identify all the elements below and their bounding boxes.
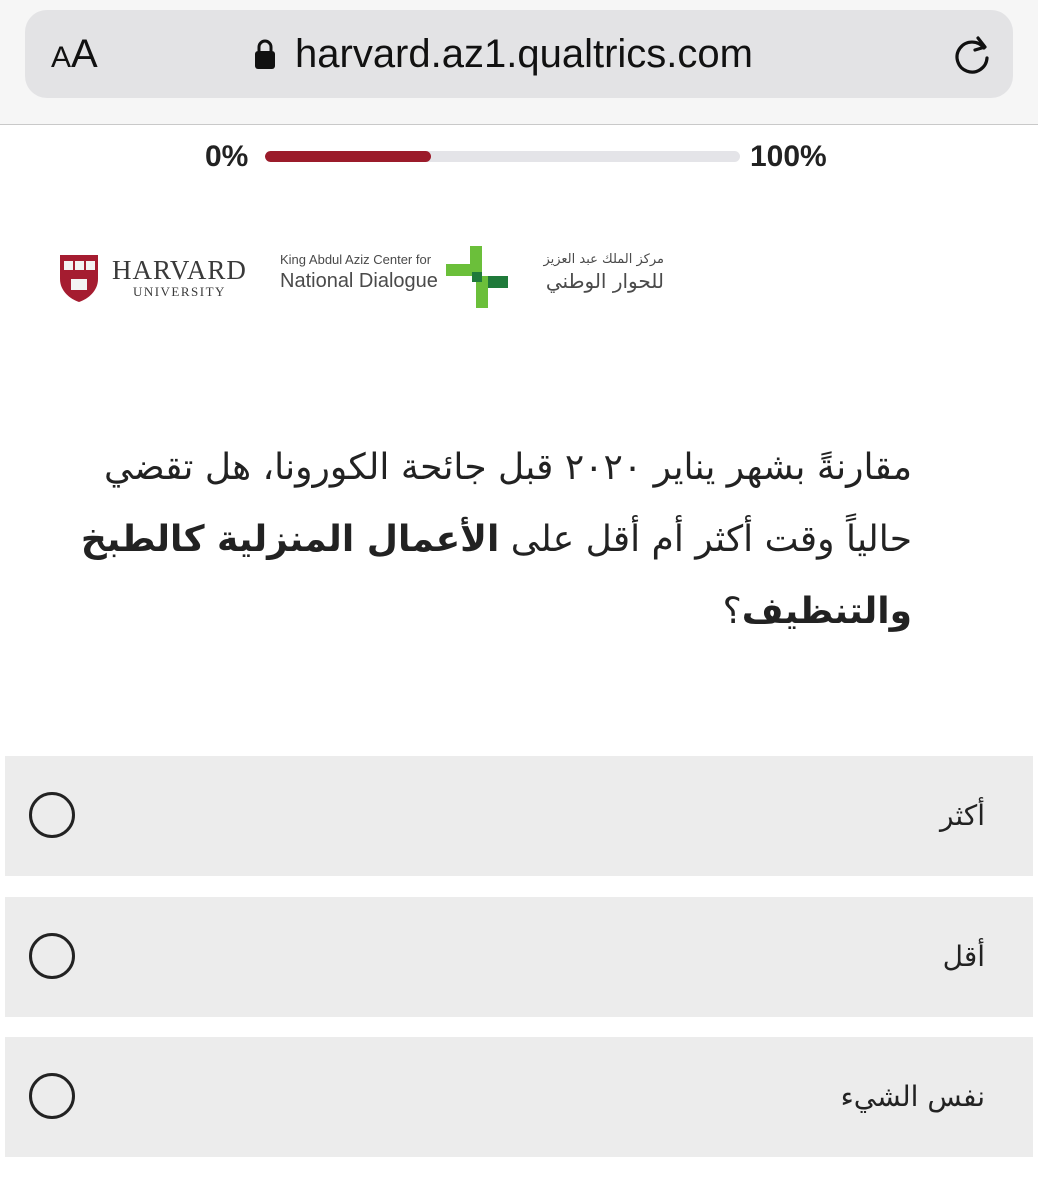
choice-label: أقل xyxy=(942,940,985,973)
address-bar[interactable] xyxy=(25,10,1013,98)
kaa-arabic-line1: مركز الملك عبد العزيز xyxy=(543,252,664,267)
choice-less[interactable] xyxy=(5,897,1033,1017)
reload-icon[interactable] xyxy=(950,32,994,76)
progress-fill xyxy=(265,151,431,162)
question-part1: مقارنةً بشهر يناير ٢٠٢٠ قبل جائحة الكورونا، هل تقضي حالياً وقت أكثر أم أقل على xyxy=(103,447,912,560)
kaa-arabic-line2: للحوار الوطني xyxy=(545,269,664,293)
dialogue-cross-icon xyxy=(444,244,510,310)
url-text: harvard.az1.qualtrics.com xyxy=(295,32,753,76)
url-display[interactable] xyxy=(253,30,753,78)
choice-same[interactable] xyxy=(5,1037,1033,1157)
harvard-name: HARVARD xyxy=(112,255,247,285)
choice-label: أكثر xyxy=(939,799,985,832)
question-bold-part: الأعمال المنزلية كالطبخ والتنظيف xyxy=(80,519,912,632)
choice-more[interactable] xyxy=(5,756,1033,876)
text-size-button[interactable]: AA xyxy=(51,32,98,76)
radio-button[interactable] xyxy=(29,792,75,838)
choice-label: نفس الشيء xyxy=(840,1080,985,1113)
harvard-logo xyxy=(58,252,247,304)
harvard-shield-icon xyxy=(58,253,100,303)
question-part2: ؟ xyxy=(722,591,742,632)
progress-max-label: 100% xyxy=(750,140,827,173)
radio-button[interactable] xyxy=(29,933,75,979)
kaa-english-line1: King Abdul Aziz Center for xyxy=(280,252,432,267)
progress-min-label: 0% xyxy=(205,140,249,173)
question-text xyxy=(52,432,912,648)
kaa-center-logo xyxy=(280,244,670,310)
browser-toolbar xyxy=(0,0,1038,125)
radio-button[interactable] xyxy=(29,1073,75,1119)
lock-icon xyxy=(253,38,277,70)
progress-bar xyxy=(265,151,740,162)
harvard-subtitle: UNIVERSITY xyxy=(132,284,226,299)
kaa-english-line2: National Dialogue xyxy=(280,270,438,292)
